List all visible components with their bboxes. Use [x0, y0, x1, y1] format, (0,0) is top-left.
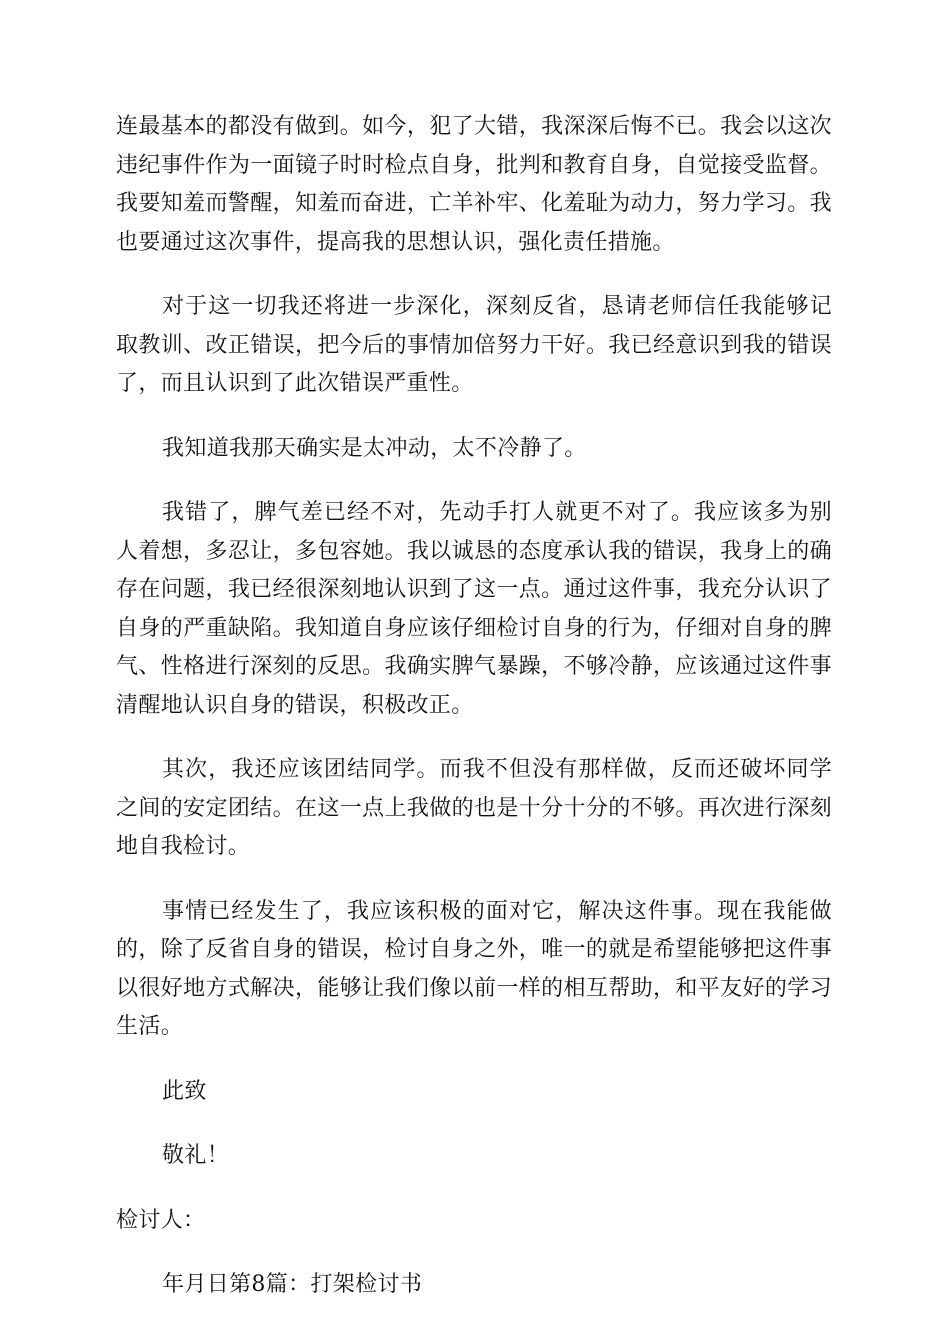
- closing-regards: 敬礼！: [162, 1143, 230, 1168]
- paragraph-apology: 我错了，脾气差已经不对，先动手打人就更不对了。我应该多为别人着想，多忍让，多包容她。我以诚恳的态度承认我的错误，我身上的确存在问题，我已经很深刻地认识到了这一点。通过这件事，我充分认识了自身的严重缺陷。我知道自身应该仔细检讨自身的行为，仔细对自身的脾气、性格进行深刻的反思。我确实脾气暴躁，不够冷静，应该通过这件事清醒地认识自身的错误，积极改正。: [116, 500, 832, 718]
- paragraph-reflection: 对于这一切我还将进一步深化，深刻反省，恳请老师信任我能够记取教训、改正错误，把今后的事情加倍努力干好。我已经意识到我的错误了，而且认识到了此次错误严重性。: [116, 294, 832, 396]
- document-page: [116, 108, 832, 1331]
- closing-salutation: 此致: [162, 1078, 207, 1104]
- paragraph-continuation: 连最基本的都没有做到。如今，犯了大错，我深深后悔不已。我会以这次违纪事件作为一面镜子时时检点自身，批判和教育自身，自觉接受监督。我要知羞而警醒，知羞而奋进，亡羊补牢、化羞耻为动力，努力学习。我也要通过这次事件，提高我的思想认识，强化责任措施。: [116, 114, 832, 255]
- date-and-next-title: 年月日第8篇：打架检讨书: [162, 1272, 423, 1297]
- paragraph-resolution: 事情已经发生了，我应该积极的面对它，解决这件事。现在我能做的，除了反省自身的错误，检讨自身之外，唯一的就是希望能够把这件事以很好地方式解决，能够让我们像以前一样的相互帮助，和平友好的学习生活。: [116, 898, 832, 1039]
- paragraph-unity: 其次，我还应该团结同学。而我不但没有那样做，反而还破坏同学之间的安定团结。在这一点上我做的也是十分十分的不够。再次进行深刻地自我检讨。: [116, 757, 832, 859]
- signature-label: 检讨人：: [116, 1207, 206, 1233]
- paragraph-impulsive: 我知道我那天确实是太冲动，太不冷静了。: [162, 435, 587, 461]
